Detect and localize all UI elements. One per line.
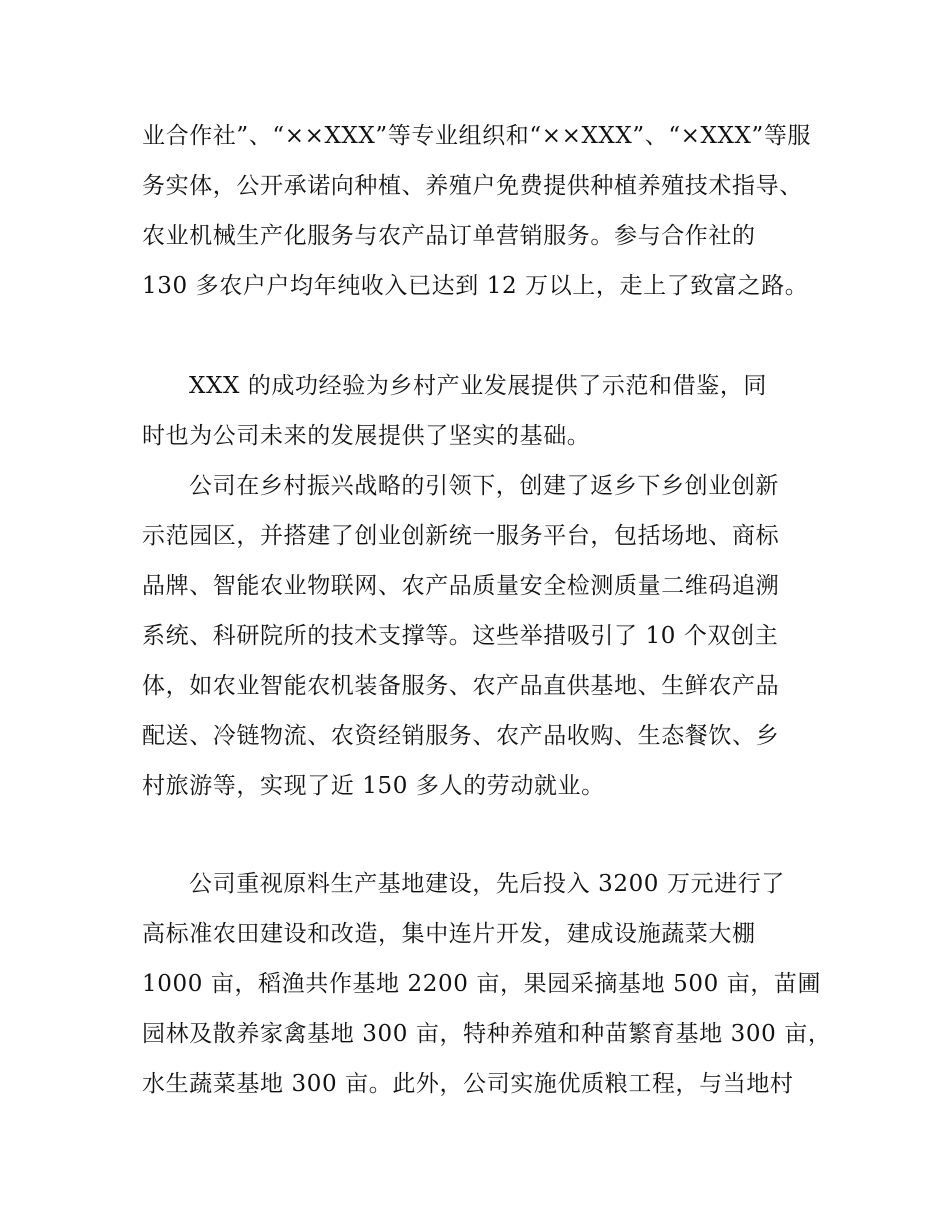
paragraph-4-line-3: 1000 亩，稻渔共作基地 2200 亩，果园采摘基地 500 亩，苗圃 [142,971,822,997]
paragraph-4-line-5: 水生蔬菜基地 300 亩。此外，公司实施优质粮工程，与当地村 [142,1071,794,1097]
paragraph-3-line-6: 配送、冷链物流、农资经销服务、农产品收购、生态餐饮、乡 [142,723,780,749]
paragraph-3-line-7: 村旅游等，实现了近 150 多人的劳动就业。 [142,773,605,799]
paragraph-3-line-5: 体，如农业智能农机装备服务、农产品直供基地、生鲜农产品 [142,673,780,699]
paragraph-4-line-2: 高标准农田建设和改造，集中连片开发，建成设施蔬菜大棚 [142,921,756,947]
paragraph-1-line-4: 130 多农户户均年纯收入已达到 12 万以上，走上了致富之路。 [142,273,809,299]
paragraph-4-line-1: 公司重视原料生产基地建设，先后投入 3200 万元进行了 [189,871,785,897]
paragraph-3-line-3: 品牌、智能农业物联网、农产品质量安全检测质量二维码追溯 [142,573,780,599]
paragraph-3-line-2: 示范园区，并搭建了创业创新统一服务平台，包括场地、商标 [142,523,780,549]
paragraph-2-line-1: XXX 的成功经验为乡村产业发展提供了示范和借鉴，同 [189,373,768,399]
paragraph-1-line-1: 业合作社”、“××XXX”等专业组织和“××XXX”、“×XXX”等服 [142,123,812,149]
paragraph-3-line-4: 系统、科研院所的技术支撑等。这些举措吸引了 10 个双创主 [142,623,779,649]
paragraph-1-line-2: 务实体，公开承诺向种植、养殖户免费提供种植养殖技术指导、 [142,173,803,199]
paragraph-1-line-3: 农业机械生产化服务与农产品订单营销服务。参与合作社的 [142,223,756,249]
paragraph-2-line-2: 时也为公司未来的发展提供了坚实的基础。 [142,423,591,449]
paragraph-3-line-1: 公司在乡村振兴战略的引领下，创建了返乡下乡创业创新 [189,473,779,499]
paragraph-4-line-4: 园林及散养家禽基地 300 亩，特种养殖和种苗繁育基地 300 亩， [142,1021,832,1047]
